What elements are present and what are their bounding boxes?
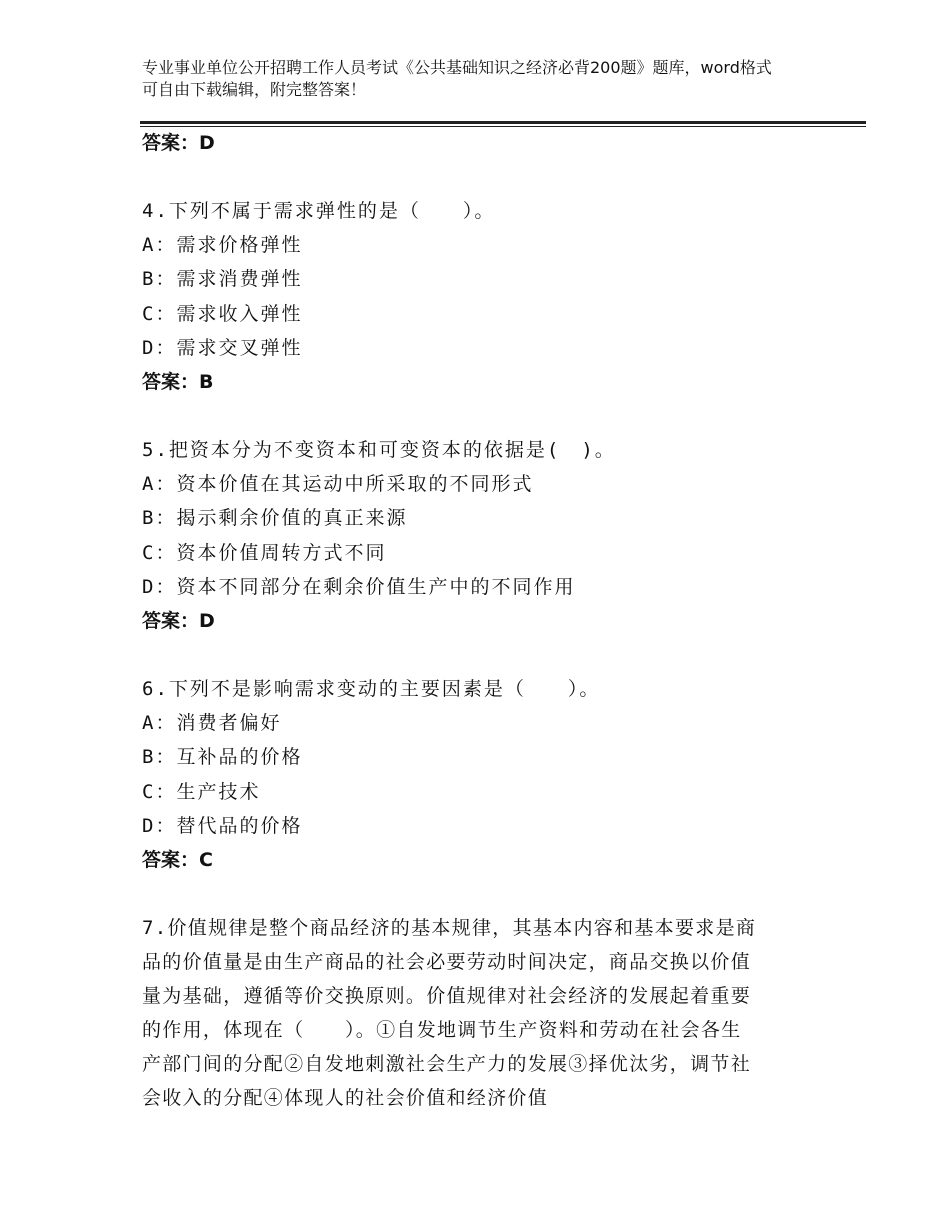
question-5-option-c: C：资本价值周转方式不同 <box>142 542 387 564</box>
question-6-option-d: D：替代品的价格 <box>142 815 303 837</box>
question-4-option-d: D：需求交叉弹性 <box>142 337 303 359</box>
question-4-option-c: C：需求收入弹性 <box>142 303 303 325</box>
question-4-stem: 4.下列不属于需求弹性的是（ ）。 <box>142 200 496 222</box>
header-rule-thin <box>140 126 866 127</box>
question-7-stem <box>142 911 802 1115</box>
question-6-option-c: C：生产技术 <box>142 781 261 803</box>
question-6-option-b: B：互补品的价格 <box>142 746 303 768</box>
question-7-line: 品的价值量是由生产商品的社会必要劳动时间决定，商品交换以价值 <box>142 951 752 973</box>
question-6-stem: 6.下列不是影响需求变动的主要因素是（ ）。 <box>142 678 601 700</box>
question-4-option-b: B：需求消费弹性 <box>142 268 303 290</box>
question-5-option-b: B：揭示剩余价值的真正来源 <box>142 507 408 529</box>
question-7-line: 会收入的分配④体现人的社会价值和经济价值 <box>142 1087 549 1109</box>
header-rule-thick <box>140 121 866 124</box>
question-4-option-a: A：需求价格弹性 <box>142 234 303 256</box>
previous-answer: 答案：D <box>142 132 215 154</box>
question-6-answer: 答案：C <box>142 849 213 871</box>
question-5-answer: 答案：D <box>142 610 215 632</box>
document-header: 专业事业单位公开招聘工作人员考试《公共基础知识之经济必背200题》题库，word格式可自由下载编辑，附完整答案！ <box>142 58 772 99</box>
question-4-answer: 答案：B <box>142 371 214 393</box>
question-5-option-d: D：资本不同部分在剩余价值生产中的不同作用 <box>142 576 576 598</box>
question-7-line: 产部门间的分配②自发地刺激社会生产力的发展③择优汰劣，调节社 <box>142 1053 752 1075</box>
question-7-line: 的作用，体现在（ ）。①自发地调节生产资料和劳动在社会各生 <box>142 1019 742 1041</box>
question-7-line: 7.价值规律是整个商品经济的基本规律，其基本内容和基本要求是商 <box>142 917 757 939</box>
question-7-line: 量为基础，遵循等价交换原则。价值规律对社会经济的发展起着重要 <box>142 985 752 1007</box>
question-6-option-a: A：消费者偏好 <box>142 712 282 734</box>
question-5-stem: 5.把资本分为不变资本和可变资本的依据是( )。 <box>142 439 616 461</box>
question-5-option-a: A：资本价值在其运动中所采取的不同形式 <box>142 473 534 495</box>
